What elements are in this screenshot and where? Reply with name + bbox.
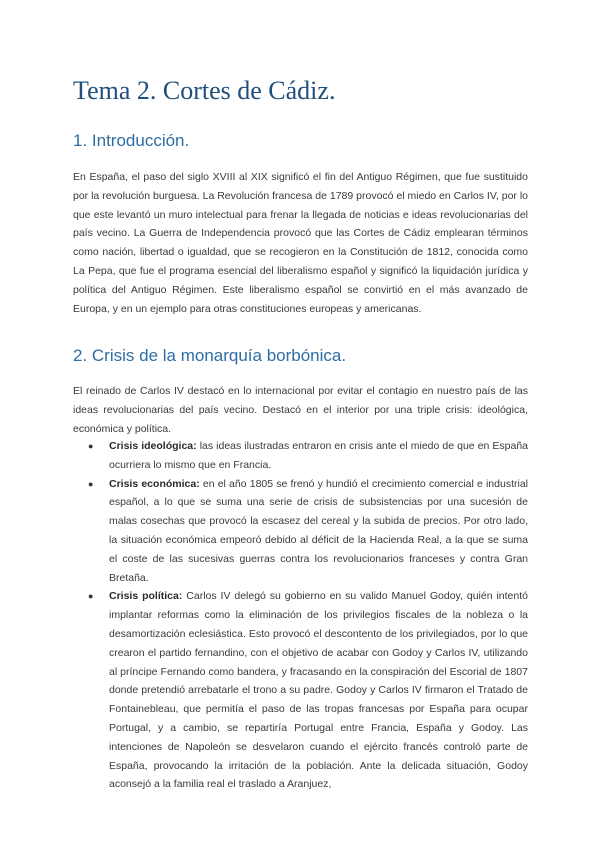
- list-item: [73, 437, 528, 475]
- bullet-label: Crisis ideológica:: [109, 440, 197, 452]
- bullet-icon: ●: [88, 441, 94, 451]
- bullet-label: Crisis económica:: [109, 477, 200, 490]
- section-heading-crisis: 2. Crisis de la monarquía borbónica.: [73, 346, 347, 365]
- section-heading-introduccion: 1. Introducción.: [73, 131, 190, 150]
- bullet-text: las ideas ilustradas entraron en crisis ante el miedo de que en España ocurriera lo mismo que en Francia.: [109, 440, 529, 471]
- bullet-icon: ●: [88, 591, 94, 602]
- section-paragraph-crisis: El reinado de Carlos IV destacó en lo internacional por evitar el contagio en nuestro país de las ideas revolucionarias del país vecino. Destacó en el interior por una triple crisis: ideológica, económica y política.: [73, 385, 528, 435]
- section-paragraph-introduccion: En España, el paso del siglo XVIII al XIX significó el fin del Antiguo Régimen, que fue sustituido por la revolución burguesa. La Revolución francesa de 1789 provocó el miedo en Carlos IV, por lo que este levantó un muro intelectual para frenar la llegada de noticias e ideas revolucionarias del país vecino. La Guerra de Independencia provocó que las Cortes de Cádiz emplearan términos como nación, libertad o igualdad, que se recogieron en la Constitución de 1812, conocida como La Pepa, que fue el programa esencial del liberalismo español y significó la liquidación jurídica y política del Antiguo Régimen. Este liberalismo español se convirtió en el más avanzado de Europa, y en un ejemplo para otras constituciones europeas y americanas.: [73, 171, 528, 315]
- list-item: [73, 475, 528, 588]
- crisis-bullet-list: [73, 437, 528, 794]
- bullet-text: Carlos IV delegó su gobierno en su valido Manuel Godoy, quién intentó implantar reformas como la eliminación de los privilegios fiscales de la nobleza o la desamortización eclesiástica. Esto provocó el descontento de los privilegiados, por lo que crearon el partido fernandino, con el objetivo de acabar con Godoy y Carlos IV, utilizando al príncipe Fernando como bandera, y fracasando en la conspiración del Escorial de 1807 donde pretendió arrebatarle el trono a su padre. Godoy y Carlos IV firmaron el Tratado de Fontainebleau, que permitía el paso de las tropas francesas por España para ocupar Portugal, y a cambio, se repartiría Portugal entre Francia, España y Godoy. Las intenciones de Napoleón se desvelaron cuando el ejército francés controló parte de España, provocando la irritación de la población. Ante la delicada situación, Godoy aconsejó a la familia real el traslado a Aranjuez,: [109, 590, 528, 791]
- bullet-label: Crisis política:: [109, 590, 183, 603]
- bullet-text: en el año 1805 se frenó y hundió el crecimiento comercial e industrial español, a lo que se suma una serie de crisis de subsistencias por una sucesión de malas cosechas que provocó la escasez del cereal y la subida de precios. Por otro lado, la situación económica empeoró debido al déficit de la Hacienda Real, a la que se suma el coste de las sucesivas guerras contra los revolucionarios franceses y contra Gran Bretaña.: [109, 477, 528, 584]
- list-item: [73, 587, 528, 794]
- bullet-icon: ●: [88, 478, 94, 489]
- document-title: Tema 2. Cortes de Cádiz.: [73, 76, 336, 105]
